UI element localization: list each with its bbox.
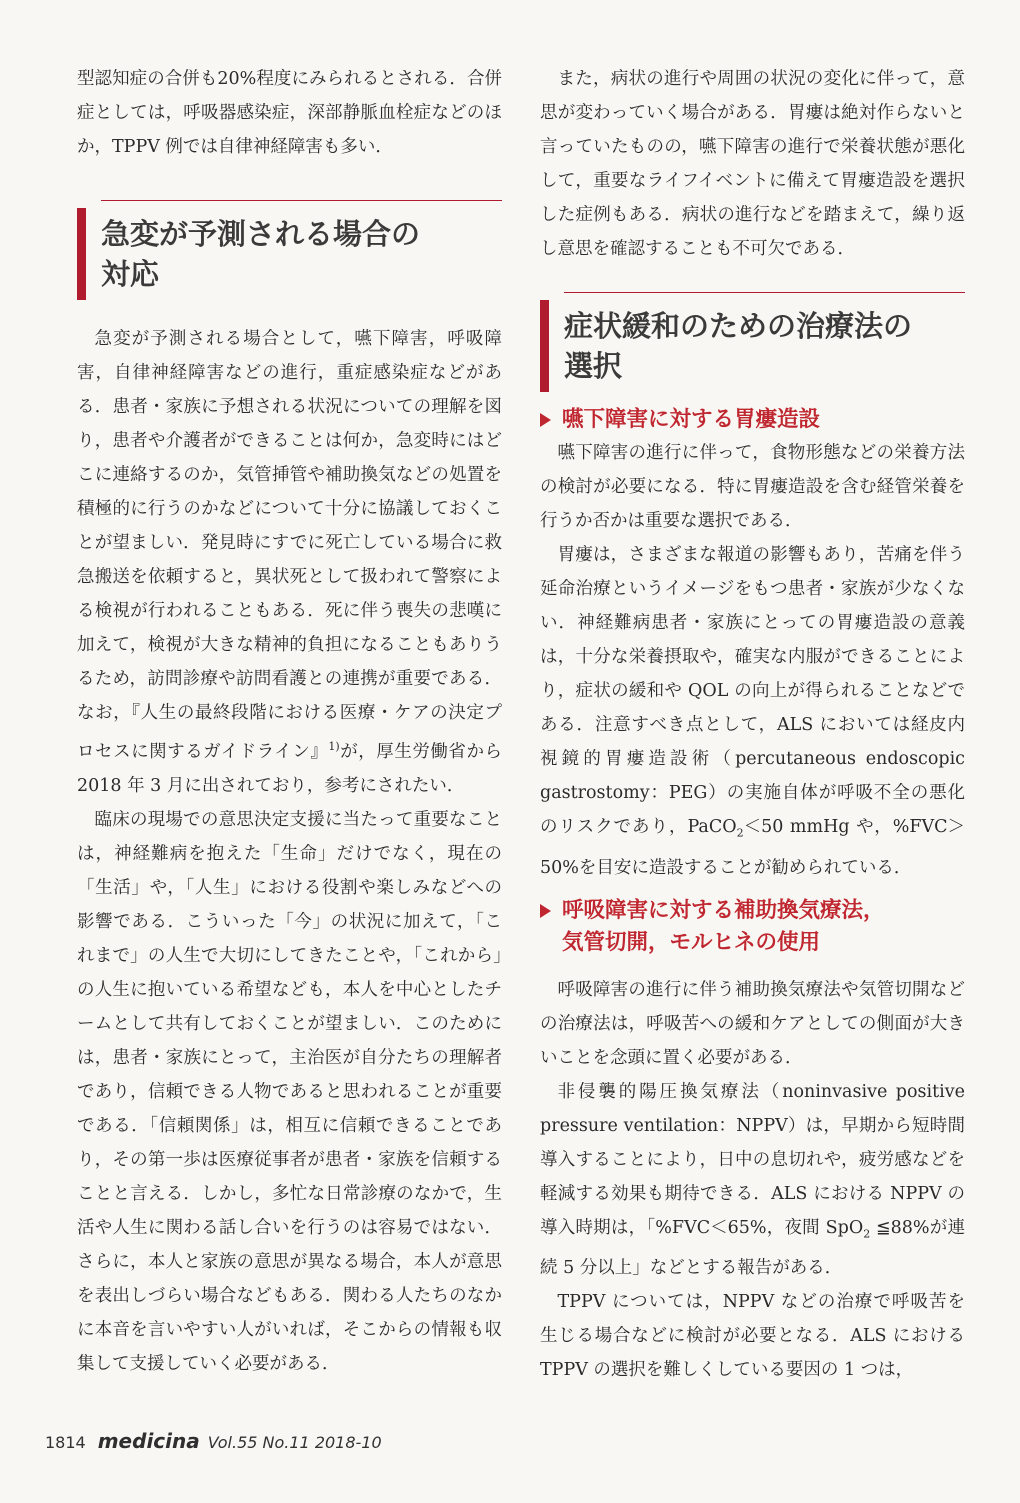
left-column [77, 62, 502, 1381]
heading-line-2: 対応 [101, 257, 160, 291]
subscript: 2 [863, 1227, 871, 1240]
subheading-text: 呼吸障害に対する補助換気療法， [562, 897, 885, 923]
paragraph-text: ＜50 mmHg や，%FVC＞50%を目安に造設することが勧められている． [540, 817, 965, 878]
subheading-text: 気管切開，モルヒネの使用 [562, 929, 821, 955]
subheading-text: 嚥下障害に対する胃瘻造設 [562, 407, 821, 432]
paragraph-feeding: 嚥下障害の進行に伴って，食物形態などの栄養方法の検討が必要になる．特に胃瘻造設を含む経管栄養を行うか否かは重要な選択である． [540, 443, 965, 531]
paragraph-text: が，厚生労働省から2018 年 3 月に出されており，参考にされたい． [77, 741, 502, 796]
journal-volume: Vol.55 No.11 2018-10 [207, 1433, 382, 1452]
right-column [540, 62, 965, 1387]
subheading-ventilation [540, 895, 965, 959]
paragraph-emergency [77, 322, 502, 803]
heading-line-1: 急変が予測される場合の [101, 217, 421, 251]
page-footer [45, 1429, 382, 1453]
heading-line-1: 症状緩和のための治療法の [564, 309, 913, 343]
subheading-gastrostomy [540, 404, 965, 436]
citation-ref: 1) [328, 740, 340, 753]
heading-rule [101, 200, 502, 201]
triangle-bullet-icon [540, 904, 551, 918]
paragraph-text: 急変が予測される場合として，嚥下障害，呼吸障害，自律神経障害などの進行，重症感染症などがある．患者・家族に予想される状況についての理解を図り，患者や介護者ができることは何か，急変時にはどこに連絡するのか，気管挿管や補助換気などの処置を積極的に行うのかなどについて十分に協議しておくことが望ましい．発見時にすでに死亡している場合に救急搬送を依頼すると，異状死として扱われて警察による検視が行われることもある．死に伴う喪失の悲嘆に加えて，検視が大きな精神的負担になることもありうるため，訪問診療や訪問看護との連携が重要である．なお，『人生の最終段階における医療・ケアの決定プロセスに関するガイドライン』 [77, 329, 502, 762]
heading-bar [77, 208, 86, 300]
section-heading-palliative [540, 296, 965, 398]
paragraph-peg [540, 538, 965, 885]
paragraph-text: ≦88%が連続 5 分以上」などとする報告がある． [540, 1217, 966, 1278]
paragraph-nppv [540, 1075, 965, 1286]
paragraph-decision-support: 臨床の現場での意思決定支援に当たって重要なことは，神経難病を抱えた「生命」だけでなく，現在の「生活」や，「人生」における役割や楽しみなどへの影響である．こういった「今」の状況に加えて，「これまで」の人生で大切にしてきたことや，「これから」の人生に抱いている希望なども，本人を中心としたチームとして共有しておくことが望ましい．このためには，患者・家族にとって，主治医が自分たちの理解者であり，信頼できる人物であると思われることが重要である．「信頼関係」は，相互に信頼できることであり，その第一歩は医療従事者が患者・家族を信頼することと言える．しかし，多忙な日常診療のなかで，生活や人生に関わる話し合いを行うのは容易ではない．さらに，本人と家族の意思が異なる場合，本人が意思を表出しづらい場合などもある．関わる人たちのなかに本音を言いやすい人がいれば，そこからの情報も収集して支援していく必要がある． [77, 809, 502, 1374]
paragraph-intent-change: また，病状の進行や周囲の状況の変化に伴って，意思が変わっていく場合がある．胃瘻は絶対作らないと言っていたものの，嚥下障害の進行で栄養状態が悪化して，重要なライフイベントに備えて胃瘻造設を選択した症例もある．病状の進行などを踏まえて，繰り返し意思を確認することも不可欠である． [540, 69, 965, 259]
heading-bar [540, 300, 549, 392]
journal-name: medicina [97, 1429, 200, 1453]
page-number: 1814 [45, 1433, 86, 1452]
paragraph-ventilation: 呼吸障害の進行に伴う補助換気療法や気管切開などの治療法は，呼吸苦への緩和ケアとしての側面が大きいことを念頭に置く必要がある． [540, 979, 965, 1068]
intro-paragraph: 型認知症の合併も20%程度にみられるとされる．合併症としては，呼吸器感染症，深部静脈血栓症などのほか，TPPV 例では自律神経障害も多い． [77, 69, 502, 157]
heading-line-2: 選択 [564, 349, 623, 383]
subscript: 2 [736, 826, 744, 840]
paragraph-text: 非侵襲的陽圧換気療法（noninvasive positive pressure ventilation：NPPV）は，早期から短時間導入することにより，日中の息切れや，疲労感などを軽減する効果も期待できる．ALS における NPPV の導入時期は，「%FVC＜65%，夜間 SpO [540, 1081, 965, 1238]
triangle-bullet-icon [540, 413, 551, 427]
paragraph-text: 胃瘻は，さまざまな報道の影響もあり，苦痛を伴う延命治療というイメージをもつ患者・家族が少なくない．神経難病患者・家族にとっての胃瘻造設の意義は，十分な栄養摂取や，確実な内服ができることにより，症状の緩和や QOL の向上が得られることなどである．注意すべき点として，ALS においては経皮内視鏡的胃瘻造設術（percutaneous endoscopic gastrostomy：PEG）の実施自体が呼吸不全の悪化のリスクであり，PaCO [540, 545, 965, 837]
heading-rule [564, 292, 965, 293]
section-heading-emergency [77, 204, 502, 306]
paragraph-tppv: TPPV については，NPPV などの治療で呼吸苦を生じる場合などに検討が必要となる．ALS における TPPV の選択を難しくしている要因の 1 つは， [540, 1292, 965, 1380]
